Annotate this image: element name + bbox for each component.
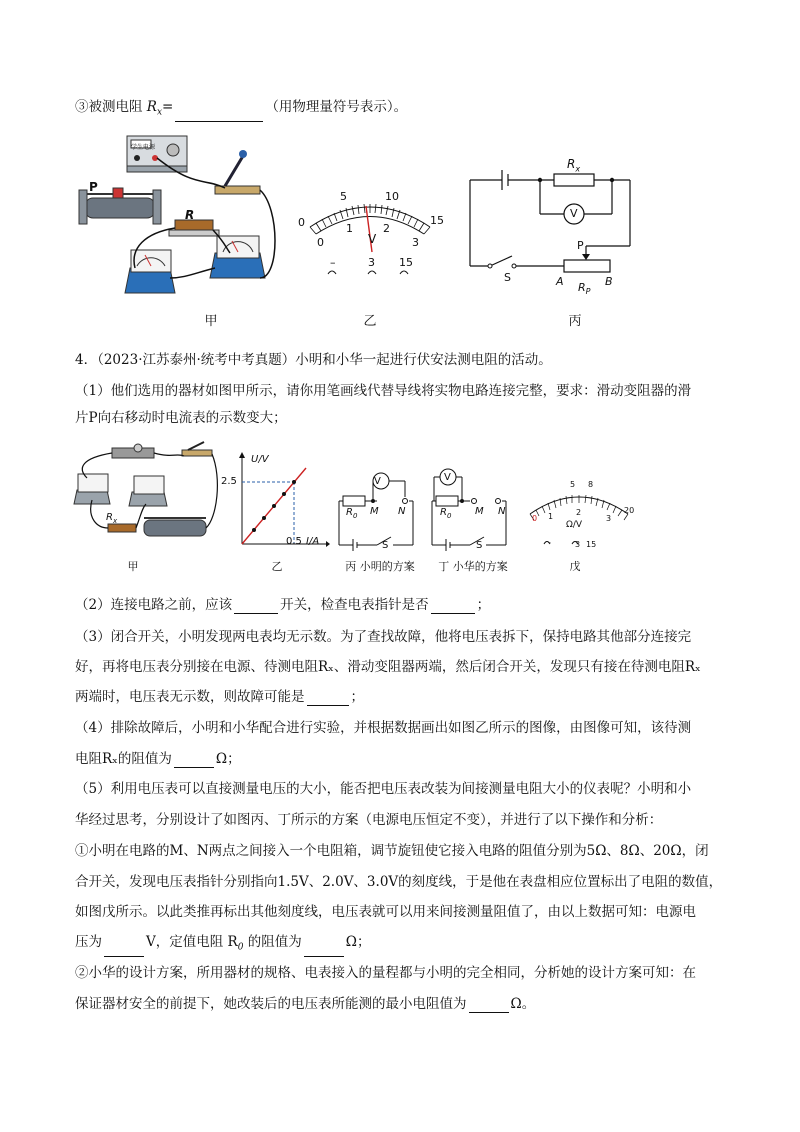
wu-label-5: 5 <box>570 480 576 489</box>
answer-blank[interactable] <box>175 107 263 122</box>
q4-p5-item1-line2: 合开关，发现电压表指针分别指向1.5V、2.0V、3.0V的刻度线，于是他在表盘相应位置标出了电阻的数值， <box>75 874 723 890</box>
caption-bottom-bing: 丙 小明的方案 <box>345 560 415 573</box>
answer-blank[interactable] <box>307 691 349 706</box>
wu-terminal-3: 3 <box>575 540 581 549</box>
ding-v-label: V <box>444 472 451 483</box>
q4-p2-a: （2）连接电路之前，应该 <box>75 597 233 613</box>
ding-r0-letter: R <box>440 507 447 518</box>
answer-blank[interactable] <box>469 998 509 1013</box>
bing2-m-label: M <box>370 506 379 517</box>
ammeter-icon <box>78 474 108 492</box>
q3-item3-eq: = <box>162 99 174 115</box>
dial-unit-label: V <box>368 232 377 246</box>
power-supply-label: 学生电源 <box>131 144 156 151</box>
bing2-r0-letter: R <box>346 507 353 518</box>
jia-R-label: R <box>185 208 195 222</box>
wu-unit: Ω/V <box>566 520 583 530</box>
ding-r0-label <box>440 507 451 520</box>
answer-blank[interactable] <box>174 753 214 768</box>
graph-ylabel: U/V <box>251 454 269 465</box>
graph-point <box>262 516 266 520</box>
q3-item3-prefix: ③被测电阻 <box>75 99 147 115</box>
dial-terminal-3: 3 <box>368 256 375 269</box>
dial-terminal-minus: – <box>330 256 336 269</box>
r0-resistor-symbol <box>343 496 365 506</box>
q4-p5-line1: （5）利用电压表可以直接测量电压的大小，能否把电压表改装为间接测量电阻大小的仪表呢？小明和小 <box>75 781 692 797</box>
wu-bottom-3: 3 <box>606 514 612 523</box>
fig-top-bing-circuit <box>462 150 642 300</box>
graph-point <box>272 504 276 508</box>
jia-P-label: P <box>89 180 98 194</box>
graph-xlabel: I/A <box>306 536 320 547</box>
graph-point <box>292 480 296 484</box>
q4-p5-item1-line4 <box>75 933 370 957</box>
caption-top-yi: 乙 <box>363 314 377 329</box>
dial-terminal-15: 15 <box>399 256 413 269</box>
caption-bottom-wu: 戊 <box>569 560 581 573</box>
q4-p2 <box>75 596 490 614</box>
wu-bottom-2: 2 <box>576 508 582 517</box>
graph-y-tick: 2.5 <box>221 476 237 487</box>
q4-p3-line3 <box>75 688 364 706</box>
q4-p1-line2: 片P向右移动时电流表的示数变大； <box>75 410 287 426</box>
bing2-r0-sub: 0 <box>352 512 358 520</box>
graph-x-tick: 0.5 <box>286 536 302 547</box>
bing-rx-sub: x <box>575 164 581 174</box>
q4-p5-item1-line4a: 压为 <box>75 934 102 950</box>
bing2-s-label: S <box>382 540 389 551</box>
q4-p1-line1: （1）他们选用的器材如图甲所示，请你用笔画线代替导线将实物电路连接完整，要求：滑动变阻器的滑 <box>75 383 692 399</box>
dial-bottom-label-1: 1 <box>346 222 353 235</box>
q4-p5-item1-line4sub: 0 <box>237 942 244 953</box>
q4-p2-c: ； <box>476 597 491 613</box>
wu-bottom-1: 1 <box>548 512 554 521</box>
q4-p4-line2b: Ω； <box>215 751 241 767</box>
caption-top-jia: 甲 <box>204 314 218 329</box>
bing-rx-label <box>567 157 580 173</box>
ding-r0-sub: 0 <box>446 512 452 520</box>
q4-p5-item2-line2 <box>75 995 535 1013</box>
fig-bottom-jia-apparatus <box>72 438 222 550</box>
q4-p5-item1-line1: ①小明在电路的M、N两点之间接入一个电阻箱，调节旋钮使它接入电路的阻值分别为5Ω、8Ω、20Ω，闭 <box>75 843 709 859</box>
rx-resistor-symbol <box>554 174 594 186</box>
wu-label-20: 20 <box>624 506 635 515</box>
resistor-icon <box>108 524 136 532</box>
dial-bottom-label-2: 2 <box>383 222 390 235</box>
answer-blank[interactable] <box>304 942 344 957</box>
bing-rp-label <box>578 281 590 296</box>
q4-p4-line2a: 电阻Rₓ的阻值为 <box>75 751 172 767</box>
dial-ticks <box>310 204 430 234</box>
caption-bottom-yi: 乙 <box>271 560 283 573</box>
q4-p5-line2: 华经过思考，分别设计了如图丙、丁所示的方案（电源电压恒定不变），并进行了以下操作和分析： <box>75 812 663 828</box>
bing-a-label: A <box>556 275 564 288</box>
wu-terminal-minus: - <box>548 538 551 547</box>
caption-top-bing: 丙 <box>568 314 582 329</box>
r0-resistor-symbol <box>436 496 458 506</box>
bing-rp-letter: R <box>578 281 586 294</box>
q3-item3 <box>75 98 407 122</box>
bing-rx-letter: R <box>567 157 576 171</box>
wu-label-0: 0 <box>532 514 538 523</box>
q4-p4-line2 <box>75 750 241 768</box>
q4-p3-line3a: 两端时，电压表无示数，则故障可能是 <box>75 689 305 705</box>
q4-p5-item1-line4c: 的阻值为 <box>243 934 302 950</box>
q4-header: 4．（2023·江苏泰州·统考中考真题）小明和小华一起进行伏安法测电阻的活动。 <box>75 352 552 368</box>
bing2-r0-label <box>346 507 357 520</box>
q4-p5-item1-line4d: Ω； <box>345 934 371 950</box>
bing-b-label: B <box>605 275 613 288</box>
jia2-rx-sub: x <box>112 517 118 525</box>
bing2-v-label: V <box>374 476 381 487</box>
answer-blank[interactable] <box>104 942 144 957</box>
q3-item3-sub: x <box>156 107 163 118</box>
q4-p5-item2-line2b: Ω。 <box>510 996 536 1012</box>
fig-top-jia-apparatus <box>75 128 290 303</box>
bing2-n-label: N <box>398 506 406 517</box>
switch-icon <box>215 150 260 194</box>
dial-top-label-15: 15 <box>430 214 444 227</box>
q4-p2-b: 开关，检查电表指针是否 <box>280 597 429 613</box>
ding-m-label: M <box>475 506 484 517</box>
answer-blank[interactable] <box>234 599 278 614</box>
rheostat-icon <box>144 520 206 536</box>
dial-bottom-label-3: 3 <box>412 236 419 249</box>
q4-p5-item1-line4b: V，定值电阻 R <box>146 934 238 950</box>
caption-bottom-ding: 丁 小华的方案 <box>438 560 508 573</box>
rheostat-symbol <box>564 260 610 272</box>
ammeter-icon <box>210 236 265 278</box>
q3-item3-suffix: （用物理量符号表示）。 <box>265 99 408 115</box>
q4-p5-item2-line2a: 保证器材安全的前提下，她改装后的电压表所能测的最小电阻值为 <box>75 996 467 1012</box>
q4-p4-line1: （4）排除故障后，小明和小华配合进行实验，并根据数据画出如图乙所示的图像，由图像可知，该待测 <box>75 720 692 736</box>
dial-bottom-label-0: 0 <box>317 236 324 249</box>
graph-point <box>252 528 256 532</box>
wu-label-8: 8 <box>588 480 594 489</box>
dial-top-label-0: 0 <box>298 216 305 229</box>
q4-p3-line3b: ； <box>350 689 364 705</box>
ding-n-label: N <box>498 506 506 517</box>
voltmeter-icon <box>125 250 175 293</box>
q4-p5-item2-line1: ②小华的设计方案，所用器材的规格、电表接入的量程都与小明的完全相同，分析她的设计方案可知：在 <box>75 965 696 981</box>
bing-v-label: V <box>570 207 578 220</box>
q3-item3-var: R <box>146 99 157 115</box>
bing-rp-sub: P <box>585 287 591 297</box>
voltmeter-icon <box>134 476 164 494</box>
wu-terminal-15: 15 <box>586 540 597 549</box>
caption-bottom-jia: 甲 <box>127 560 139 573</box>
switch-symbol <box>490 256 512 266</box>
jia2-rx-label <box>106 512 117 525</box>
q4-p3-line2: 好，再将电压表分别接在电源、待测电阻Rₓ、滑动变阻器两端，然后闭合开关，发现只有接在待测电阻Rₓ <box>75 659 701 675</box>
bing-p-label: P <box>577 239 584 252</box>
ding-s-label: S <box>476 540 483 551</box>
graph-point <box>282 492 286 496</box>
q4-p3-line1: （3）闭合开关，小明发现两电表均无示数。为了查找故障，他将电压表拆下，保持电路其他部分连接完 <box>75 629 692 645</box>
resistor-icon <box>169 220 219 236</box>
dial-top-label-5: 5 <box>340 190 347 203</box>
bing-s-label: S <box>504 271 511 284</box>
q4-p5-item1-line3: 如图戊所示。以此类推再标出其他刻度线，电压表就可以用来间接测量阻值了，由以上数据可知：电源电 <box>75 904 696 920</box>
jia2-rx-letter: R <box>106 512 113 523</box>
dial-top-label-10: 10 <box>385 190 399 203</box>
answer-blank[interactable] <box>431 599 475 614</box>
